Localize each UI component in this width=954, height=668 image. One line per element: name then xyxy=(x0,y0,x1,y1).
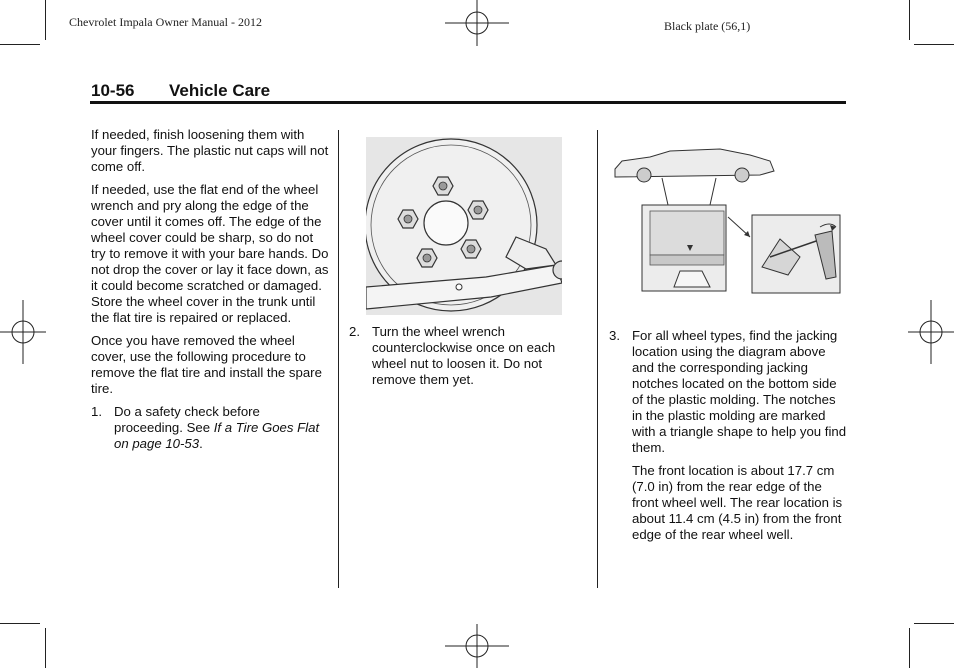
crop-mark xyxy=(0,623,40,624)
paragraph: The front location is about 17.7 cm (7.0 in) from the rear edge of the front wheel well. The rear location is about 11.4 cm (4.5 in) from the front edge of the rear wheel well. xyxy=(632,463,843,542)
column-divider xyxy=(597,130,598,588)
column-1 xyxy=(91,127,331,452)
step-text-main: Do a safety check before proceeding. See xyxy=(114,404,260,435)
crop-mark xyxy=(0,44,40,45)
registration-mark-left xyxy=(0,300,46,364)
step-number: 2. xyxy=(349,324,360,339)
cross-reference-link[interactable]: If a Tire Goes Flat on page 10-53 xyxy=(114,420,320,451)
paragraph: If needed, use the flat end of the wheel wrench and pry along the edge of the cover until it comes off. The edge of the wheel cover could be sharp, so do not try to remove it with your bare hands. Do not drop the cover or lay it face down, as it could become scratched or damaged. Store the wheel cover in the trunk until the flat tire is repaired or replaced. xyxy=(91,182,329,325)
manual-title: Chevrolet Impala Owner Manual - 2012 xyxy=(69,15,262,29)
section-title: Vehicle Care xyxy=(169,81,271,100)
step-text xyxy=(114,404,331,452)
step-number: 3. xyxy=(609,328,620,343)
registration-mark-bottom xyxy=(445,624,509,668)
step-number: 1. xyxy=(91,404,102,419)
plate-label: Black plate (56,1) xyxy=(664,19,751,33)
crop-mark xyxy=(909,628,910,668)
step-text: Turn the wheel wrench counterclockwise once on each wheel nut to loosen it. Do not remove them yet. xyxy=(372,324,556,387)
crop-mark xyxy=(45,628,46,668)
registration-mark-right xyxy=(908,300,954,364)
jacking-location-illustration xyxy=(610,147,846,300)
wheel-wrench-illustration xyxy=(366,137,562,315)
step-text-end: . xyxy=(199,436,203,451)
list-item xyxy=(609,328,849,456)
crop-mark xyxy=(909,0,910,40)
column-divider xyxy=(338,130,339,588)
list-item xyxy=(91,404,331,452)
page-number: 10-56 xyxy=(91,81,135,100)
registration-mark-top xyxy=(445,0,509,46)
crop-mark xyxy=(914,44,954,45)
crop-mark xyxy=(914,623,954,624)
paragraph: If needed, finish loosening them with your fingers. The plastic nut caps will not come off. xyxy=(91,127,329,174)
paragraph: Once you have removed the wheel cover, use the following procedure to remove the flat tire and install the spare tire. xyxy=(91,333,322,396)
header-rule xyxy=(90,101,846,104)
list-item xyxy=(349,324,589,388)
column-3 xyxy=(609,328,849,550)
crop-mark xyxy=(45,0,46,40)
column-2 xyxy=(349,324,589,388)
step-text: For all wheel types, find the jacking location using the diagram above and the corresponding jacking notches located on the bottom side of the plastic molding. The notches in the plastic molding are marked with a triangle shape to help you find them. xyxy=(632,328,847,455)
